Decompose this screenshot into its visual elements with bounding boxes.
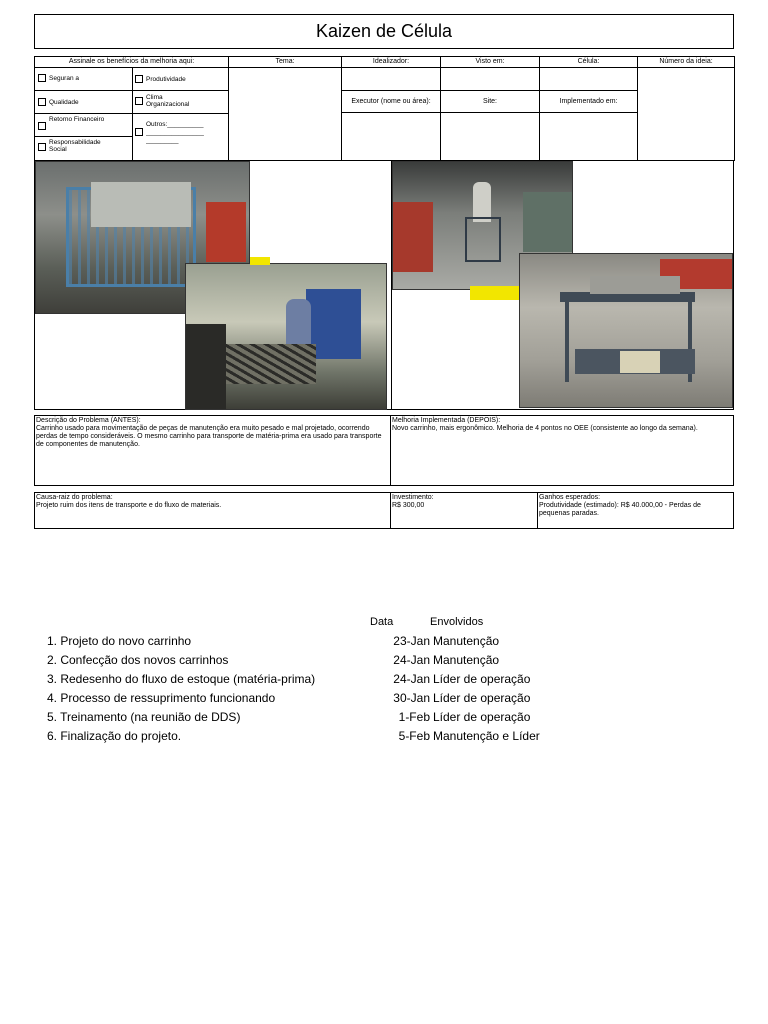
- idealizador-cell[interactable]: [342, 68, 441, 91]
- plan-date: 5-Feb: [398, 729, 430, 743]
- checkbox-icon[interactable]: [38, 143, 46, 151]
- numero-header: Número da ideia:: [638, 57, 735, 68]
- executor-cell[interactable]: [342, 113, 441, 161]
- plan-task: 3. Redesenho do fluxo de estoque (matéria-prima): [47, 672, 316, 686]
- benefit-clima[interactable]: Clima Organizacional: [135, 94, 227, 108]
- problem-label: Descrição do Problema (ANTES):: [36, 417, 141, 424]
- root-cause-box: [34, 492, 391, 529]
- checkbox-icon[interactable]: [135, 128, 143, 136]
- gains-box: [537, 492, 734, 529]
- gains-text: Produtividade (estimado): R$ 40.000,00 - Perdas de pequenas paradas.: [539, 502, 701, 517]
- improvement-label: Melhoria Implementada (DEPOIS):: [392, 417, 501, 424]
- plan-who-list: [433, 632, 583, 746]
- problem-text: Carrinho usado para movimentação de peças de manutenção era muito pesado e mal projetado, ocorrendo perdas de tempo consideráveis. O mesmo carrinho para transporte de matéria-prima era usado para transporte de componentes de manutenção.: [36, 425, 382, 448]
- benefit-retorno[interactable]: Retorno Financeiro: [38, 116, 130, 132]
- header-table: [34, 56, 735, 161]
- checkbox-icon[interactable]: [38, 122, 46, 130]
- idealizador-header: Idealizador:: [342, 57, 441, 68]
- plan-date: 24-Jan: [393, 672, 430, 686]
- plan-date: 30-Jan: [393, 691, 430, 705]
- checkbox-icon[interactable]: [38, 74, 46, 82]
- celula-cell[interactable]: [540, 68, 638, 91]
- root-cause-text: Projeto ruim dos itens de transporte e do fluxo de materiais.: [36, 502, 222, 509]
- plan-who: Manutenção: [433, 653, 500, 667]
- tema-header: Tema:: [229, 57, 342, 68]
- plan-date: 23-Jan: [393, 634, 430, 648]
- plan-col-data: Data: [370, 616, 394, 628]
- plan-date: 1-Feb: [398, 710, 430, 724]
- plan-who: Líder de operação: [433, 691, 531, 705]
- after-photo-cart: [519, 253, 733, 408]
- plan-date: 24-Jan: [393, 653, 430, 667]
- plan-task-list: [47, 632, 377, 746]
- plan-task: 2. Confecção dos novos carrinhos: [47, 653, 229, 667]
- site-cell[interactable]: [441, 113, 540, 161]
- visto-header: Visto em:: [441, 57, 540, 68]
- benefit-outros[interactable]: Outros:__________ ________________ _________: [135, 116, 227, 144]
- plan-who: Manutenção e Líder: [433, 729, 540, 743]
- plan-date-list: [380, 632, 430, 746]
- site-label: Site:: [441, 90, 540, 113]
- improvement-text: Novo carrinho, mais ergonômico. Melhoria de 4 pontos no OEE (consistente ao longo da semana).: [392, 425, 698, 432]
- celula-header: Célula:: [540, 57, 638, 68]
- benefits-cell: [35, 68, 229, 161]
- benefit-responsabilidade[interactable]: Responsabilidade Social: [38, 139, 130, 155]
- plan-who: Líder de operação: [433, 710, 531, 724]
- investment-text: R$ 300,00: [392, 502, 425, 509]
- investment-label: Investimento:: [392, 494, 434, 501]
- implementado-cell[interactable]: [540, 113, 638, 161]
- checkbox-icon[interactable]: [38, 98, 46, 106]
- plan-col-envolvidos: Envolvidos: [430, 616, 484, 628]
- tema-cell[interactable]: [229, 68, 342, 161]
- problem-box: [34, 415, 391, 486]
- executor-label: Executor (nome ou área):: [342, 90, 441, 113]
- gains-label: Ganhos esperados:: [539, 494, 601, 501]
- implementado-label: Implementado em:: [540, 90, 638, 113]
- benefit-seguranca[interactable]: Seguran a: [38, 74, 79, 82]
- benefits-header: Assinale os benefícios da melhoria aqui:: [35, 57, 229, 68]
- numero-cell[interactable]: [638, 68, 735, 161]
- page-title: Kaizen de Célula: [34, 14, 734, 49]
- checkbox-icon[interactable]: [135, 97, 143, 105]
- plan-task: 4. Processo de ressuprimento funcionando: [47, 691, 276, 705]
- benefit-qualidade[interactable]: Qualidade: [38, 98, 79, 106]
- plan-task: 5. Treinamento (na reunião de DDS): [47, 710, 241, 724]
- visto-cell[interactable]: [441, 68, 540, 91]
- root-cause-label: Causa-raiz do problema:: [36, 494, 113, 501]
- investment-box: [390, 492, 538, 529]
- highlight-mark-small: [250, 257, 270, 265]
- improvement-box: [390, 415, 734, 486]
- plan-task: 1. Projeto do novo carrinho: [47, 634, 192, 648]
- plan-task: 6. Finalização do projeto.: [47, 729, 182, 743]
- plan-who: Manutenção: [433, 634, 500, 648]
- benefit-produtividade[interactable]: Produtividade: [135, 75, 186, 83]
- before-photo-worker: [185, 263, 387, 410]
- plan-who: Líder de operação: [433, 672, 531, 686]
- checkbox-icon[interactable]: [135, 75, 143, 83]
- highlight-mark: [470, 286, 520, 300]
